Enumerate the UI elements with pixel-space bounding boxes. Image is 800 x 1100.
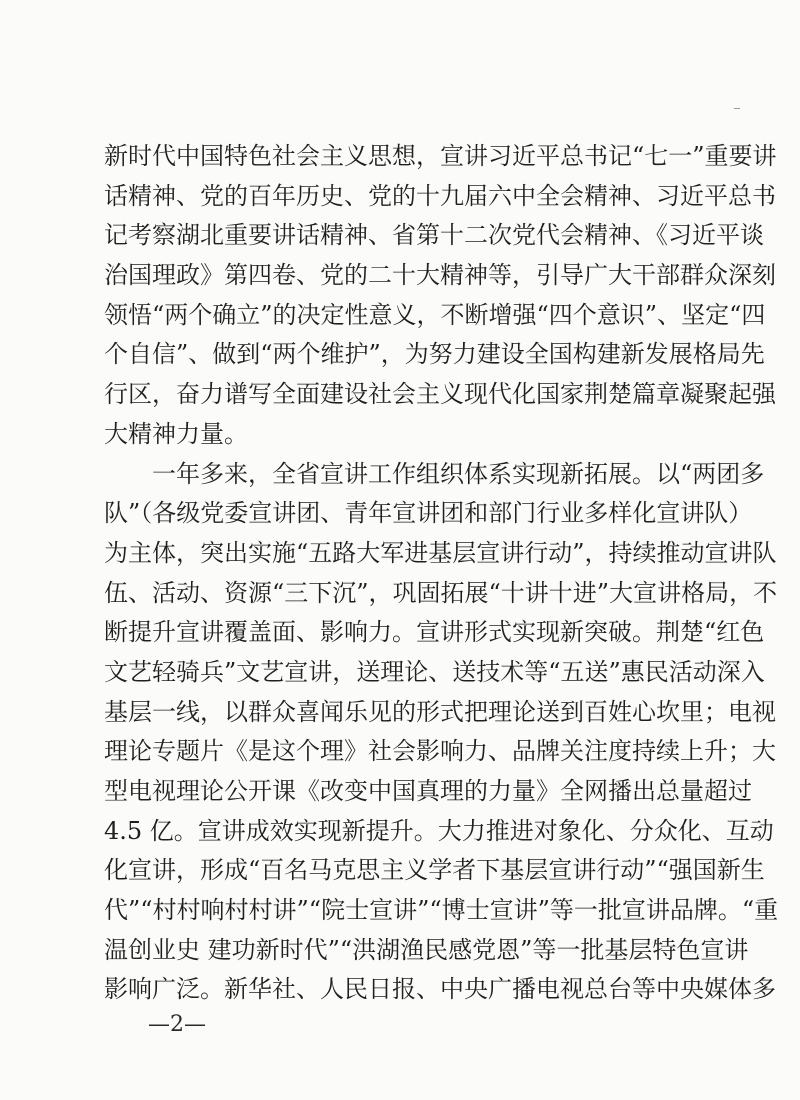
text-line: 话精神、党的百年历史、党的十九届六中全会精神、习近平总书 — [104, 181, 776, 210]
text-line: 型电视理论公开课《改变中国真理的力量》全网播出总量超过 — [104, 777, 752, 805]
text-line: 基层一线，以群众喜闻乐见的形式把理论送到百姓心坎里；电视 — [104, 697, 776, 726]
text-line: 理论专题片《是这个理》社会影响力、品牌关注度持续上升；大 — [104, 737, 776, 766]
text-line: 领悟“两个确立”的决定性意义，不断增强“四个意识”、坚定“四 — [104, 300, 766, 329]
text-line: 行区，奋力谱写全面建设社会主义现代化国家荆楚篇章凝聚起强 — [104, 380, 776, 409]
margin-mark — [734, 108, 740, 109]
text-line: 大精神力量。 — [104, 419, 248, 448]
text-line: 文艺轻骑兵”文艺宣讲，送理论、送技术等“五送”惠民活动深入 — [104, 657, 765, 686]
text-line: 4.5 亿。宣讲成效实现新提升。大力推进对象化、分众化、互动 — [104, 816, 774, 845]
text-line: 伍、活动、资源“三下沉”，巩固拓展“十讲十进”大宣讲格局，不 — [104, 578, 778, 607]
body-text — [104, 137, 779, 1010]
text-line: 影响广泛。新华社、人民日报、中央广播电视总台等中央媒体多 — [104, 975, 776, 1004]
text-line: 新时代中国特色社会主义思想，宣讲习近平总书记“七一”重要讲 — [104, 142, 777, 170]
text-line: 代”“村村响村村讲”“院士宣讲”“博士宣讲”等一批宣讲品牌。“重 — [104, 896, 779, 925]
text-line: 为主体，突出实施“五路大军进基层宣讲行动”，持续推动宣讲队 — [104, 538, 777, 567]
page-number: —2— — [148, 1012, 206, 1037]
text-line: 温创业史 建功新时代”“洪湖渔民感党恩”等一批基层特色宣讲 — [104, 935, 749, 964]
text-line: 治国理政》第四卷、党的二十大精神等，引导广大干部群众深刻 — [104, 261, 776, 290]
text-line: 断提升宣讲覆盖面、影响力。宣讲形式实现新突破。荆楚“红色 — [104, 618, 765, 647]
text-line: 个自信”、做到“两个维护”，为努力建设全国构建新发展格局先 — [104, 340, 765, 369]
paragraph-start-line: 一年多来，全省宣讲工作组织体系实现新拓展。以“两团多 — [152, 459, 765, 488]
text-line: 记考察湖北重要讲话精神、省第十二次党代会精神、《习近平谈 — [104, 221, 764, 250]
text-line: 队”（各级党委宣讲团、青年宣讲团和部门行业多样化宣讲队） — [104, 499, 753, 528]
text-line: 化宣讲，形成“百名马克思主义学者下基层宣讲行动”“强国新生 — [104, 856, 765, 885]
